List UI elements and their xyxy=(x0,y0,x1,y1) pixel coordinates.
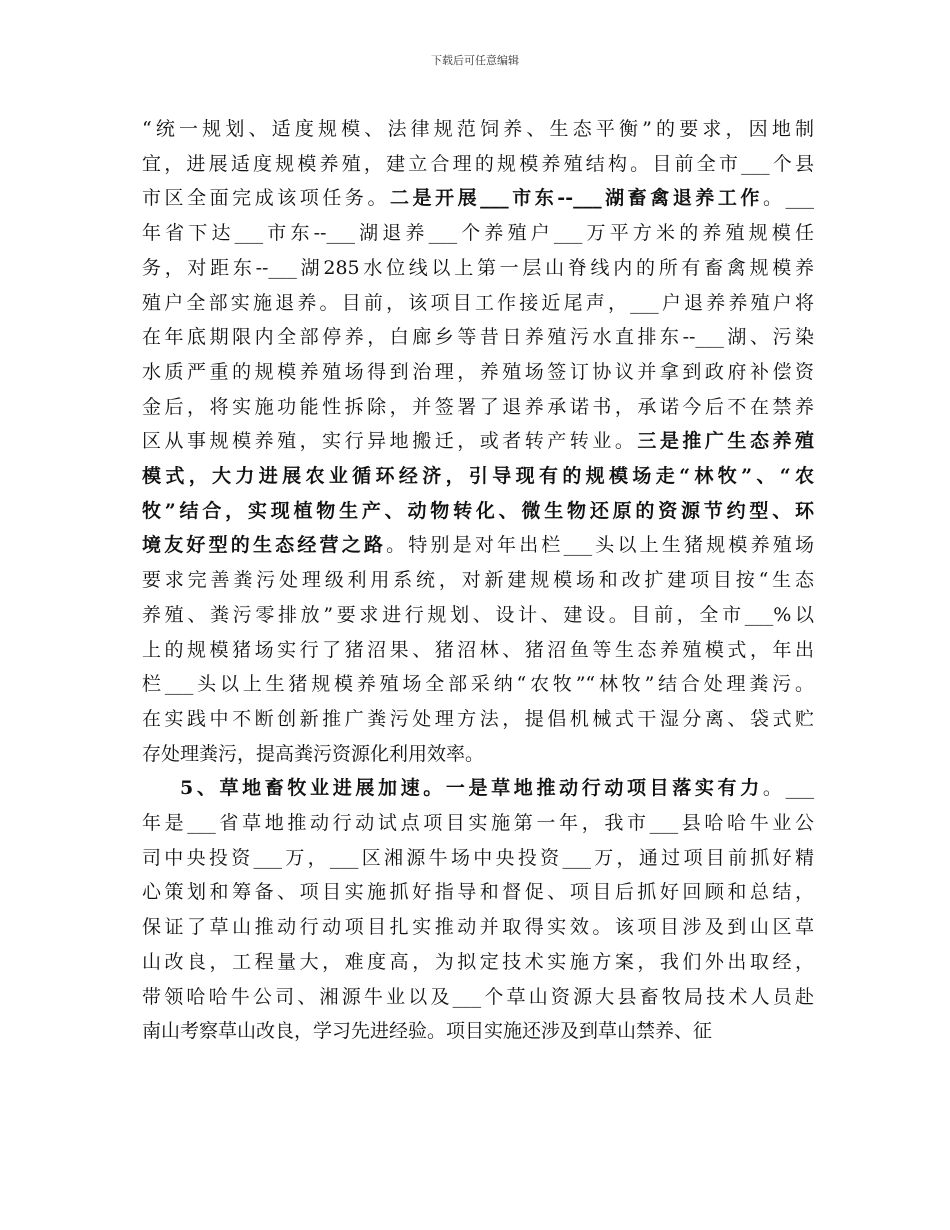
text-line xyxy=(142,806,814,841)
bold-text: 境友好型的生态经营之路 xyxy=(142,534,387,557)
text-run: 存处理粪污，提高粪污资源化利用效率。 xyxy=(142,742,485,765)
text-line xyxy=(142,875,814,910)
text-run: 年省下达___市东--___湖退养___个养殖户___万平方米的养殖规模任 xyxy=(142,222,814,245)
text-run: 殖户全部实施退养。目前，该项目工作接近尾声，___户退养养殖户将 xyxy=(142,291,814,314)
text-line xyxy=(142,771,814,806)
text-run: 金后，将实施功能性拆除，并签署了退养承诺书，承诺今后不在禁养 xyxy=(142,395,814,418)
text-line xyxy=(142,841,814,876)
bold-text: 牧”结合，实现植物生产、动物转化、微生物还原的资源节约型、环 xyxy=(142,499,814,522)
text-run: 养殖、粪污零排放”要求进行规划、设计、建设。目前，全市___%以 xyxy=(142,603,814,626)
text-line xyxy=(142,910,814,945)
text-line xyxy=(142,320,814,355)
text-run: 心策划和筹备、项目实施抓好指导和督促、项目后抓好回顾和总结， xyxy=(142,881,814,904)
text-line xyxy=(142,181,814,216)
text-run: 务，对距东--___湖285水位线以上第一层山脊线内的所有畜禽规模养 xyxy=(142,256,814,279)
text-run: 带领哈哈牛公司、湘源牛业以及___个草山资源大县畜牧局技术人员赴 xyxy=(142,985,814,1008)
text-run: 宜，进展适度规模养殖，建立合理的规模养殖结构。目前全市___个县 xyxy=(142,152,814,175)
text-run: 。___ xyxy=(762,187,814,210)
text-line xyxy=(142,355,814,390)
bold-text: 二是开展___市东--___湖畜禽退养工作 xyxy=(390,187,763,210)
text-line xyxy=(142,251,814,286)
text-run: 市区全面完成该项任务。 xyxy=(142,187,390,210)
text-line xyxy=(142,494,814,529)
bold-text: 模式，大力进展农业循环经济，引导现有的规模场走“林牧”、“农 xyxy=(142,465,814,488)
text-line xyxy=(142,424,814,459)
text-run: 。特别是对年出栏___头以上生猪规模养殖场 xyxy=(386,534,814,557)
text-run: 区从事规模养殖，实行异地搬迁，或者转产转业。 xyxy=(142,430,638,453)
text-line xyxy=(142,702,814,737)
paragraph-2 xyxy=(142,771,814,1049)
text-line xyxy=(142,390,814,425)
text-run: 司中央投资___万，___区湘源牛场中央投资___万，通过项目前抓好精 xyxy=(142,846,814,869)
text-run: 年是___省草地推动行动试点项目实施第一年，我市___县哈哈牛业公 xyxy=(142,812,814,835)
text-run: 水质严重的规模养殖场得到治理，养殖场签订协议并拿到政府补偿资 xyxy=(142,360,814,383)
text-line xyxy=(142,1014,814,1049)
text-run: 。___ xyxy=(762,777,814,800)
text-line xyxy=(142,945,814,980)
text-run: 南山考察草山改良，学习先进经验。项目实施还涉及到草山禁养、征 xyxy=(142,1020,713,1043)
text-run: 要求完善粪污处理级利用系统，对新建规模场和改扩建项目按“生态 xyxy=(142,569,814,592)
text-run: 保证了草山推动行动项目扎实推动并取得实效。该项目涉及到山区草 xyxy=(142,916,814,939)
text-run: 山改良，工程量大，难度高，为拟定技术实施方案，我们外出取经， xyxy=(142,950,814,973)
text-line xyxy=(142,459,814,494)
bold-text: 三是推广生态养殖 xyxy=(637,430,814,453)
text-line xyxy=(142,598,814,633)
text-line xyxy=(142,216,814,251)
text-line xyxy=(142,112,814,147)
text-run: 栏___头以上生猪规模养殖场全部采纳“农牧”“林牧”结合处理粪污。 xyxy=(142,673,814,696)
text-line xyxy=(142,563,814,598)
text-run: 上的规模猪场实行了猪沼果、猪沼林、猪沼鱼等生态养殖模式，年出 xyxy=(142,638,814,661)
text-line xyxy=(142,528,814,563)
text-run: 在年底期限内全部停养，白廊乡等昔日养殖污水直排东--___湖、污染 xyxy=(142,326,814,349)
text-line xyxy=(142,980,814,1015)
text-line xyxy=(142,667,814,702)
document-body xyxy=(142,112,814,1049)
text-line xyxy=(142,737,814,772)
text-run: 在实践中不断创新推广粪污处理方法，提倡机械式干湿分离、袋式贮 xyxy=(142,707,814,730)
page-header: 下载后可任意编辑 xyxy=(431,54,519,67)
paragraph-1 xyxy=(142,112,814,771)
text-run: “统一规划、适度规模、法律规范饲养、生态平衡”的要求，因地制 xyxy=(142,118,814,140)
bold-text: 5、草地畜牧业进展加速。一是草地推动行动项目落实有力 xyxy=(180,777,763,800)
text-line xyxy=(142,286,814,321)
text-line xyxy=(142,633,814,668)
text-line xyxy=(142,147,814,182)
